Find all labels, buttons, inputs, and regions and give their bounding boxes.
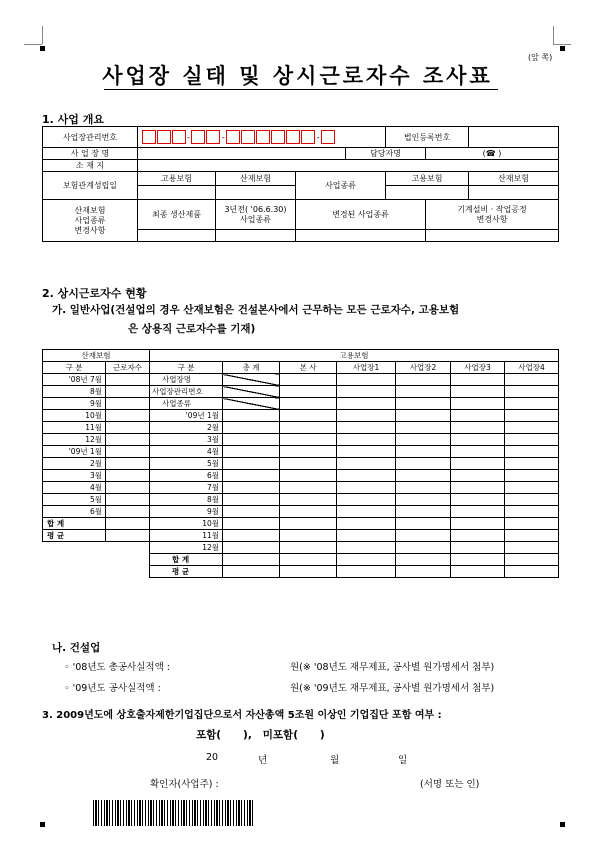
row-value-field[interactable] <box>223 446 280 458</box>
row-value-field[interactable] <box>505 494 559 506</box>
row-value-field[interactable] <box>280 458 337 470</box>
row-period-left: 12월 <box>43 434 106 446</box>
row-value-field[interactable] <box>280 374 337 386</box>
row-value-field[interactable] <box>280 566 337 578</box>
row-value-field[interactable] <box>280 506 337 518</box>
row-period-left <box>43 554 106 566</box>
const-2009-note: 원(※ '09년도 재무제표, 공사별 원가명세서 첨부) <box>290 683 495 694</box>
row-period-left: 5월 <box>43 494 106 506</box>
table-row <box>43 542 559 554</box>
row-value-field[interactable] <box>396 410 451 422</box>
table-row <box>43 386 559 398</box>
row-period-right: '09년 1월 <box>150 410 223 422</box>
row-value-field[interactable] <box>337 434 396 446</box>
col-total: 총 계 <box>223 362 280 374</box>
crop-mark <box>24 44 42 45</box>
corner-square <box>40 46 45 51</box>
prev-type-field[interactable] <box>216 230 296 242</box>
row-value-field[interactable] <box>451 458 505 470</box>
corner-square <box>40 822 45 827</box>
row-value-field[interactable] <box>337 530 396 542</box>
table-row <box>43 530 559 542</box>
row-value-field[interactable] <box>280 482 337 494</box>
row-value-field[interactable] <box>280 554 337 566</box>
table-row <box>43 506 559 518</box>
row-period-left: 3월 <box>43 470 106 482</box>
row-period-left: 4월 <box>43 482 106 494</box>
row-period-right: 사업장관리번호 <box>150 386 223 398</box>
table-row <box>43 554 559 566</box>
row-workers-field[interactable] <box>106 566 150 578</box>
row-period-right: 4월 <box>150 446 223 458</box>
row-period-right: 9월 <box>150 506 223 518</box>
row-workers-field[interactable] <box>106 494 150 506</box>
row-value-field[interactable] <box>223 470 280 482</box>
row-workers-field[interactable] <box>106 434 150 446</box>
row-period-right: 평 균 <box>150 566 223 578</box>
row-value-field[interactable] <box>451 530 505 542</box>
reg-no-boxes[interactable]: - - - <box>138 127 386 148</box>
row-value-field[interactable] <box>223 554 280 566</box>
row-period-right: 11월 <box>150 530 223 542</box>
date-year: 년 <box>258 755 268 766</box>
table-row <box>43 470 559 482</box>
row-value-field[interactable] <box>223 518 280 530</box>
row-value-field[interactable] <box>337 494 396 506</box>
row-value-field[interactable] <box>396 422 451 434</box>
address-field[interactable] <box>138 160 559 172</box>
row-workers-field[interactable] <box>106 386 150 398</box>
table-row <box>43 482 559 494</box>
row-value-field[interactable] <box>451 566 505 578</box>
section3-include-line[interactable]: 포함( ), 미포함( ) <box>196 729 325 741</box>
row-period-left: 11월 <box>43 422 106 434</box>
row-value-field[interactable] <box>505 386 559 398</box>
row-value-field[interactable] <box>223 506 280 518</box>
crop-mark <box>553 26 554 44</box>
row-value-field[interactable] <box>451 374 505 386</box>
final-product-label: 최종 생산제품 <box>138 200 216 230</box>
row-value-field[interactable] <box>396 398 451 410</box>
row-value-field[interactable] <box>280 518 337 530</box>
row-period-left: 평 균 <box>43 530 106 542</box>
table-row <box>43 494 559 506</box>
row-value-field[interactable] <box>396 374 451 386</box>
row-value-field[interactable] <box>280 398 337 410</box>
title-underline <box>104 89 498 90</box>
table-row <box>43 458 559 470</box>
row-value-field[interactable] <box>396 446 451 458</box>
corner-square <box>560 46 565 51</box>
type-ind-field[interactable] <box>469 186 559 200</box>
section3-heading: 3. 2009년도에 상호출자제한기업집단으로서 자산총액 5조원 이상인 기업집단 포함 여부 : <box>42 710 442 721</box>
col-period2: 구 분 <box>150 362 223 374</box>
row-period-left <box>43 566 106 578</box>
row-value-field[interactable] <box>396 506 451 518</box>
row-value-field[interactable] <box>505 446 559 458</box>
final-product-field[interactable] <box>138 230 216 242</box>
const-2008-note: 원(※ '08년도 재무제표, 공사별 원가명세서 첨부) <box>290 662 495 673</box>
table-row <box>43 434 559 446</box>
col-site4: 사업장4 <box>505 362 559 374</box>
row-value-field[interactable] <box>451 386 505 398</box>
row-value-field[interactable] <box>396 386 451 398</box>
row-value-field[interactable] <box>396 482 451 494</box>
row-value-field[interactable] <box>451 422 505 434</box>
row-period-right: 7월 <box>150 482 223 494</box>
section2-sub-a-cont: 은 상용직 근로자수를 기재) <box>128 323 256 335</box>
row-period-left <box>43 542 106 554</box>
row-period-right: 합 계 <box>150 554 223 566</box>
row-value-field[interactable] <box>505 542 559 554</box>
row-period-left: 10월 <box>43 410 106 422</box>
est-ind-ins: 산재보험 <box>216 172 296 186</box>
row-value-field[interactable] <box>223 566 280 578</box>
business-overview-table <box>42 126 559 242</box>
col-hq: 본 사 <box>280 362 337 374</box>
est-ind-field[interactable] <box>216 186 296 200</box>
row-period-right: 사업종류 <box>150 398 223 410</box>
type-emp-ins: 고용보험 <box>386 172 469 186</box>
const-2008-label: ◦ '08년도 총공사실적액 : <box>64 662 170 673</box>
row-period-left: '09년 1월 <box>43 446 106 458</box>
table-row <box>43 374 559 386</box>
row-value-field[interactable] <box>505 410 559 422</box>
page-side-tag: (앞 쪽) <box>528 53 553 62</box>
reg-no-label: 사업장관리번호 <box>43 127 138 148</box>
col-site3: 사업장3 <box>451 362 505 374</box>
row-value-field[interactable] <box>451 446 505 458</box>
row-value-field[interactable] <box>337 518 396 530</box>
corp-no-field[interactable] <box>469 127 559 148</box>
row-value-field[interactable] <box>396 554 451 566</box>
contact-label: 담당자명 <box>346 148 426 160</box>
row-period-right: 3월 <box>150 434 223 446</box>
row-value-field[interactable] <box>337 566 396 578</box>
biz-name-field[interactable] <box>138 148 346 160</box>
row-value-field[interactable] <box>337 446 396 458</box>
row-value-field[interactable] <box>451 470 505 482</box>
row-value-field[interactable] <box>337 542 396 554</box>
row-value-field[interactable] <box>396 542 451 554</box>
table-row <box>43 446 559 458</box>
row-period-left: '08년 7월 <box>43 374 106 386</box>
row-workers-field[interactable] <box>106 470 150 482</box>
table-row <box>43 398 559 410</box>
row-workers-field[interactable] <box>106 446 150 458</box>
row-value-field[interactable] <box>280 446 337 458</box>
machinery-label: 기계설비 · 작업공정 변경사항 <box>426 200 559 230</box>
row-workers-field[interactable] <box>106 410 150 422</box>
row-total-slashed[interactable] <box>223 374 280 386</box>
row-workers-field[interactable] <box>106 374 150 386</box>
row-value-field[interactable] <box>337 398 396 410</box>
row-value-field[interactable] <box>223 530 280 542</box>
row-value-field[interactable] <box>396 494 451 506</box>
row-total-slashed[interactable] <box>223 386 280 398</box>
row-value-field[interactable] <box>337 422 396 434</box>
row-period-left: 6월 <box>43 506 106 518</box>
row-workers-field[interactable] <box>106 482 150 494</box>
row-value-field[interactable] <box>451 434 505 446</box>
row-value-field[interactable] <box>280 386 337 398</box>
row-value-field[interactable] <box>451 494 505 506</box>
est-emp-ins: 고용보험 <box>138 172 216 186</box>
row-period-right: 5월 <box>150 458 223 470</box>
table-row <box>43 566 559 578</box>
workers-table <box>42 349 559 578</box>
address-label: 소 재 지 <box>43 160 138 172</box>
row-value-field[interactable] <box>505 518 559 530</box>
prev-type-label: 3년전( '06.6.30) 사업종류 <box>216 200 296 230</box>
table-row <box>43 518 559 530</box>
row-value-field[interactable] <box>337 554 396 566</box>
row-workers-field[interactable] <box>106 518 150 530</box>
col-period: 구 분 <box>43 362 106 374</box>
section2-sub-b: 나. 건설업 <box>52 642 101 654</box>
row-value-field[interactable] <box>505 434 559 446</box>
changed-type-label: 변경된 사업종류 <box>296 200 426 230</box>
type-emp-field[interactable] <box>386 186 469 200</box>
col-workers: 근로자수 <box>106 362 150 374</box>
row-value-field[interactable] <box>505 554 559 566</box>
changed-type-field[interactable] <box>296 230 426 242</box>
row-value-field[interactable] <box>223 482 280 494</box>
col-site2: 사업장2 <box>396 362 451 374</box>
row-period-right: 12월 <box>150 542 223 554</box>
row-value-field[interactable] <box>337 410 396 422</box>
row-value-field[interactable] <box>223 494 280 506</box>
row-period-left: 8월 <box>43 386 106 398</box>
row-value-field[interactable] <box>451 398 505 410</box>
row-value-field[interactable] <box>396 518 451 530</box>
table-row <box>43 422 559 434</box>
row-value-field[interactable] <box>396 458 451 470</box>
col-site1: 사업장1 <box>337 362 396 374</box>
biz-type-label: 사업종류 <box>296 172 386 200</box>
corp-no-label: 법인등록번호 <box>386 127 469 148</box>
page-title: 사업장 실태 및 상시근로자수 조사표 <box>102 64 493 88</box>
row-value-field[interactable] <box>337 386 396 398</box>
row-value-field[interactable] <box>280 494 337 506</box>
section1-heading: 1. 사업 개요 <box>42 113 104 126</box>
row-value-field[interactable] <box>505 422 559 434</box>
machinery-field[interactable] <box>426 230 559 242</box>
date-month: 월 <box>330 755 340 766</box>
row-value-field[interactable] <box>505 566 559 578</box>
row-period-right: 2월 <box>150 422 223 434</box>
row-value-field[interactable] <box>223 410 280 422</box>
table-row <box>43 410 559 422</box>
row-workers-field[interactable] <box>106 458 150 470</box>
confirmer-label: 확인자(사업주) : <box>150 779 219 790</box>
row-value-field[interactable] <box>223 422 280 434</box>
row-value-field[interactable] <box>337 482 396 494</box>
phone-field[interactable]: (☎ ) <box>426 148 559 160</box>
biz-name-label: 사 업 장 명 <box>43 148 138 160</box>
row-value-field[interactable] <box>451 542 505 554</box>
row-workers-field[interactable] <box>106 422 150 434</box>
row-value-field[interactable] <box>280 470 337 482</box>
section2-heading: 2. 상시근로자수 현황 <box>42 287 147 300</box>
row-workers-field[interactable] <box>106 542 150 554</box>
row-value-field[interactable] <box>337 374 396 386</box>
row-workers-field[interactable] <box>106 530 150 542</box>
row-value-field[interactable] <box>505 458 559 470</box>
row-value-field[interactable] <box>505 398 559 410</box>
est-date-label: 보험관계성립일 <box>43 172 138 200</box>
row-value-field[interactable] <box>451 410 505 422</box>
row-value-field[interactable] <box>337 506 396 518</box>
emp-ins-header: 고용보험 <box>150 350 559 362</box>
row-period-right: 6월 <box>150 470 223 482</box>
row-value-field[interactable] <box>396 566 451 578</box>
const-2009-label: ◦ '09년도 공사실적액 : <box>64 683 161 694</box>
row-value-field[interactable] <box>280 530 337 542</box>
date-day: 일 <box>398 755 408 766</box>
signature-label: (서명 또는 인) <box>420 779 480 790</box>
row-period-right: 8월 <box>150 494 223 506</box>
ind-ins-header: 산재보험 <box>43 350 150 362</box>
row-value-field[interactable] <box>337 458 396 470</box>
crop-mark <box>553 44 571 45</box>
row-value-field[interactable] <box>451 482 505 494</box>
row-period-right: 10월 <box>150 518 223 530</box>
crop-mark <box>42 26 43 44</box>
row-value-field[interactable] <box>505 374 559 386</box>
row-workers-field[interactable] <box>106 398 150 410</box>
row-value-field[interactable] <box>280 410 337 422</box>
row-value-field[interactable] <box>280 542 337 554</box>
row-value-field[interactable] <box>505 530 559 542</box>
row-value-field[interactable] <box>451 518 505 530</box>
row-value-field[interactable] <box>505 506 559 518</box>
row-value-field[interactable] <box>223 458 280 470</box>
row-value-field[interactable] <box>280 434 337 446</box>
date-year-prefix: 20 <box>206 752 219 763</box>
row-value-field[interactable] <box>337 470 396 482</box>
row-value-field[interactable] <box>223 542 280 554</box>
row-value-field[interactable] <box>451 506 505 518</box>
row-value-field[interactable] <box>396 470 451 482</box>
change-label: 산재보험 사업종류 변경사항 <box>43 200 138 242</box>
row-value-field[interactable] <box>451 554 505 566</box>
row-value-field[interactable] <box>505 482 559 494</box>
row-workers-field[interactable] <box>106 506 150 518</box>
row-period-left: 2월 <box>43 458 106 470</box>
row-value-field[interactable] <box>396 530 451 542</box>
row-total-slashed[interactable] <box>223 398 280 410</box>
row-value-field[interactable] <box>505 470 559 482</box>
row-value-field[interactable] <box>396 434 451 446</box>
corner-square <box>560 822 565 827</box>
section2-sub-a: 가. 일반사업(건설업의 경우 산재보험은 건설본사에서 근무하는 모든 근로자수, 고용보험 <box>52 304 460 316</box>
row-value-field[interactable] <box>280 422 337 434</box>
barcode <box>93 800 253 826</box>
row-period-left: 합 계 <box>43 518 106 530</box>
row-workers-field[interactable] <box>106 554 150 566</box>
est-emp-field[interactable] <box>138 186 216 200</box>
row-period-right: 사업장명 <box>150 374 223 386</box>
row-period-left: 9월 <box>43 398 106 410</box>
row-value-field[interactable] <box>223 434 280 446</box>
type-ind-ins: 산재보험 <box>469 172 559 186</box>
